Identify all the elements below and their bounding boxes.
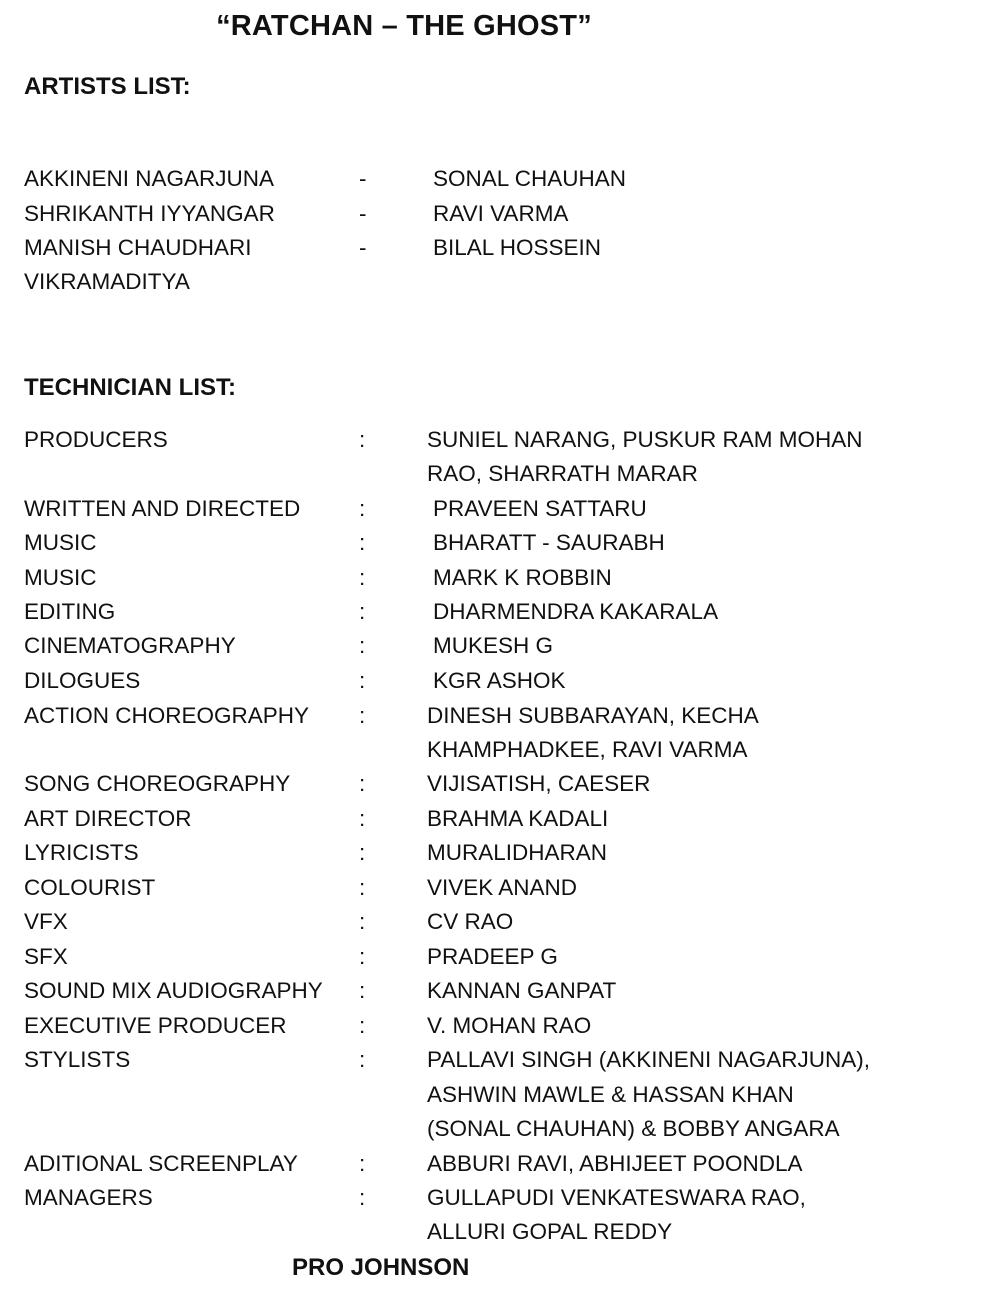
technician-row (0, 699, 1000, 733)
technician-name: PRAVEEN SATTARU (433, 496, 647, 521)
technician-name: VIVEK ANAND (427, 875, 578, 900)
technician-separator: : (359, 565, 366, 590)
technician-row (0, 1215, 1000, 1249)
technician-row (0, 871, 1000, 905)
technician-row (0, 595, 1000, 629)
technician-name: (SONAL CHAUHAN) & BOBBY ANGARA (427, 1116, 840, 1141)
technician-role: SONG CHOREOGRAPHY (24, 771, 291, 796)
technician-name: ALLURI GOPAL REDDY (427, 1219, 673, 1244)
technician-role: PRODUCERS (24, 427, 168, 452)
technician-separator: : (359, 599, 366, 624)
technician-row (0, 561, 1000, 595)
technician-role: LYRICISTS (24, 840, 139, 865)
technician-row (0, 1181, 1000, 1215)
technician-row (0, 802, 1000, 836)
technician-role: MUSIC (24, 565, 97, 590)
technician-separator: : (359, 1151, 366, 1176)
technician-name: BHARATT - SAURABH (433, 530, 665, 555)
technician-row (0, 1112, 1000, 1146)
technician-separator: : (359, 496, 366, 521)
technician-separator: : (359, 875, 366, 900)
technician-role: ACTION CHOREOGRAPHY (24, 703, 310, 728)
technicians-heading: TECHNICIAN LIST: (24, 374, 236, 401)
technician-role: EXECUTIVE PRODUCER (24, 1013, 287, 1038)
technician-role: DILOGUES (24, 668, 141, 693)
artist-name: BILAL HOSSEIN (433, 235, 601, 260)
artist-separator: - (359, 166, 367, 191)
artists-heading: ARTISTS LIST: (24, 73, 191, 100)
artist-row (0, 231, 1000, 265)
artist-row (0, 197, 1000, 231)
technician-role: CINEMATOGRAPHY (24, 633, 236, 658)
technician-name: GULLAPUDI VENKATESWARA RAO, (427, 1185, 806, 1210)
technician-separator: : (359, 771, 366, 796)
artist-separator: - (359, 235, 367, 260)
artist-name: VIKRAMADITYA (24, 269, 190, 294)
technician-separator: : (359, 703, 366, 728)
artist-row (0, 162, 1000, 196)
technician-role: MANAGERS (24, 1185, 153, 1210)
technician-row (0, 1009, 1000, 1043)
technician-separator: : (359, 633, 366, 658)
technician-row (0, 836, 1000, 870)
technician-row (0, 974, 1000, 1008)
pro-credit: PRO JOHNSON (292, 1254, 470, 1281)
technician-role: WRITTEN AND DIRECTED (24, 496, 301, 521)
technician-name: KHAMPHADKEE, RAVI VARMA (427, 737, 748, 762)
technician-row (0, 423, 1000, 457)
artist-name: SONAL CHAUHAN (433, 166, 626, 191)
artist-name: MANISH CHAUDHARI (24, 235, 252, 260)
technician-role: MUSIC (24, 530, 97, 555)
technician-row (0, 526, 1000, 560)
document-title: “RATCHAN – THE GHOST” (216, 10, 592, 42)
technician-role: ADITIONAL SCREENPLAY (24, 1151, 298, 1176)
artist-name: RAVI VARMA (433, 201, 569, 226)
technician-separator: : (359, 806, 366, 831)
technician-name: KGR ASHOK (433, 668, 566, 693)
technician-name: RAO, SHARRATH MARAR (427, 461, 698, 486)
technician-role: SOUND MIX AUDIOGRAPHY (24, 978, 323, 1003)
technician-row (0, 664, 1000, 698)
technician-separator: : (359, 978, 366, 1003)
technician-role: VFX (24, 909, 68, 934)
artist-separator: - (359, 201, 367, 226)
technician-separator: : (359, 840, 366, 865)
technician-name: VIJISATISH, CAESER (427, 771, 651, 796)
technician-role: STYLISTS (24, 1047, 131, 1072)
technician-name: PRADEEP G (427, 944, 558, 969)
artist-row (0, 265, 1000, 299)
technician-role: COLOURIST (24, 875, 156, 900)
technician-name: V. MOHAN RAO (427, 1013, 592, 1038)
technician-name: PALLAVI SINGH (AKKINENI NAGARJUNA), (427, 1047, 871, 1072)
technician-row (0, 1147, 1000, 1181)
technician-role: SFX (24, 944, 68, 969)
technician-row (0, 905, 1000, 939)
artist-name: AKKINENI NAGARJUNA (24, 166, 275, 191)
technician-name: SUNIEL NARANG, PUSKUR RAM MOHAN (427, 427, 863, 452)
technician-name: KANNAN GANPAT (427, 978, 617, 1003)
technician-name: DINESH SUBBARAYAN, KECHA (427, 703, 759, 728)
technician-row (0, 1078, 1000, 1112)
technician-role: ART DIRECTOR (24, 806, 192, 831)
technician-row (0, 457, 1000, 491)
artist-name: SHRIKANTH IYYANGAR (24, 201, 275, 226)
technician-separator: : (359, 1047, 366, 1072)
technician-separator: : (359, 944, 366, 969)
technician-name: ASHWIN MAWLE & HASSAN KHAN (427, 1082, 794, 1107)
technician-row (0, 629, 1000, 663)
technician-name: MARK K ROBBIN (433, 565, 612, 590)
technician-separator: : (359, 427, 366, 452)
technician-name: MURALIDHARAN (427, 840, 608, 865)
technician-separator: : (359, 668, 366, 693)
technician-name: MUKESH G (433, 633, 554, 658)
technician-name: CV RAO (427, 909, 514, 934)
technician-row (0, 940, 1000, 974)
technician-row (0, 767, 1000, 801)
technician-row (0, 1043, 1000, 1077)
technician-separator: : (359, 1185, 366, 1210)
technician-name: DHARMENDRA KAKARALA (433, 599, 719, 624)
technician-row (0, 492, 1000, 526)
technician-separator: : (359, 909, 366, 934)
technician-name: ABBURI RAVI, ABHIJEET POONDLA (427, 1151, 803, 1176)
technician-role: EDITING (24, 599, 116, 624)
technician-separator: : (359, 530, 366, 555)
technician-separator: : (359, 1013, 366, 1038)
technician-name: BRAHMA KADALI (427, 806, 609, 831)
technician-row (0, 733, 1000, 767)
